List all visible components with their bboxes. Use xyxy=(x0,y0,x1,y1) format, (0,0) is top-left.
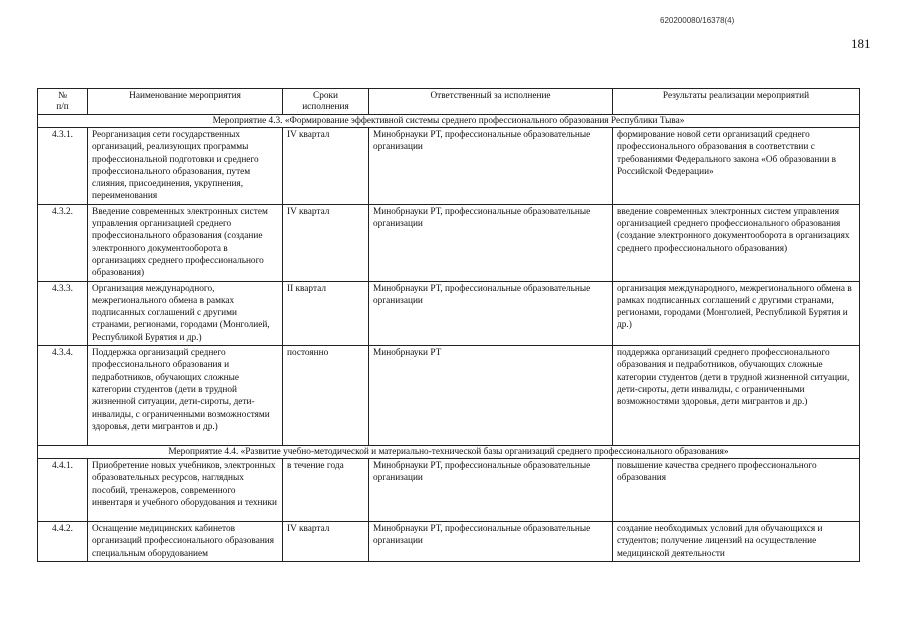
row-number: 4.4.1. xyxy=(38,459,88,522)
measure-name: Поддержка организаций среднего профессионального образования и педработников, обучающих сложные категории студентов (дети в трудной жизненной ситуации, дети-сироты, дети-инвалиды, с ограниченными возможностями здоровья, дети мигрантов и др.) xyxy=(88,346,283,446)
measure-name: Введение современных электронных систем управления организацией среднего профессионального образования (создание электронного документооборота в организациях среднего профессионального образования) xyxy=(88,204,283,281)
column-header-number: № п/п xyxy=(38,89,88,115)
measure-name: Реорганизация сети государственных организаций, реализующих программы профессиональной подготовки и среднего профессионального образования, путем слияния, присоединения, укрупнения, переименования xyxy=(88,128,283,205)
table-row xyxy=(38,459,860,522)
measure-term: IV квартал xyxy=(283,204,369,281)
measure-name: Организация международного, межрегионального обмена в рамках подписанных соглашений с другими странами, регионами, городами (Монголией, Республикой Бурятия и др.) xyxy=(88,281,283,345)
row-number: 4.3.2. xyxy=(38,204,88,281)
page-number: 181 xyxy=(851,36,871,51)
table-row xyxy=(38,204,860,281)
column-header-result: Результаты реализации мероприятий xyxy=(613,89,860,115)
column-header-responsible: Ответственный за исполнение xyxy=(369,89,613,115)
table-row xyxy=(38,128,860,205)
measure-term: постоянно xyxy=(283,346,369,446)
section-title: Мероприятие 4.4. «Развитие учебно-методической и материально-технической базы организаций среднего профессионального образования» xyxy=(38,446,860,459)
row-number: 4.3.1. xyxy=(38,128,88,205)
measure-result: организация международного, межрегионального обмена в рамках подписанных соглашений с другими странами, регионами, городами (Монголией, Республикой Бурятия и др.) xyxy=(613,281,860,345)
measure-name: Приобретение новых учебников, электронных образовательных ресурсов, наглядных пособий, тренажеров, современного инвентаря и учебного оборудования и техники xyxy=(88,459,283,522)
table-header xyxy=(38,89,860,115)
document-id: 620200080/16378(4) xyxy=(660,16,735,25)
measure-responsible: Минобрнауки РТ, профессиональные образовательные организации xyxy=(369,281,613,345)
column-header-name: Наименование мероприятия xyxy=(88,89,283,115)
measure-responsible: Минобрнауки РТ, профессиональные образовательные организации xyxy=(369,128,613,205)
row-number: 4.3.3. xyxy=(38,281,88,345)
row-number: 4.4.2. xyxy=(38,522,88,562)
measure-result: формирование новой сети организаций среднего профессионального образования в соответствии с требованиями Федерального закона «Об образовании в Российской Федерации» xyxy=(613,128,860,205)
measure-result: поддержка организаций среднего профессионального образования и педработников, обучающих сложные категории студентов (дети в трудной жизненной ситуации, дети-сироты, дети инвалиды, с ограниченными возможностями здоровья, дети мигрантов и др.) xyxy=(613,346,860,446)
measure-result: введение современных электронных систем управления организацией среднего профессионального образования (создание электронного документооборота в организациях среднего профессионального образования) xyxy=(613,204,860,281)
row-number: 4.3.4. xyxy=(38,346,88,446)
table-row xyxy=(38,281,860,345)
measure-result: повышение качества среднего профессионального образования xyxy=(613,459,860,522)
measure-term: в течение года xyxy=(283,459,369,522)
measures-table xyxy=(37,88,860,562)
section-row xyxy=(38,446,860,459)
measure-responsible: Минобрнауки РТ, профессиональные образовательные организации xyxy=(369,204,613,281)
measure-name: Оснащение медицинских кабинетов организаций профессионального образования специальным оборудованием xyxy=(88,522,283,562)
measure-result: создание необходимых условий для обучающихся и студентов; получение лицензий на осуществление медицинской деятельности xyxy=(613,522,860,562)
column-header-term: Сроки исполнения xyxy=(283,89,369,115)
measure-responsible: Минобрнауки РТ, профессиональные образовательные организации xyxy=(369,459,613,522)
measure-term: IV квартал xyxy=(283,522,369,562)
section-row xyxy=(38,115,860,128)
measure-term: IV квартал xyxy=(283,128,369,205)
measure-responsible: Минобрнауки РТ, профессиональные образовательные организации xyxy=(369,522,613,562)
table-row xyxy=(38,522,860,562)
measure-term: II квартал xyxy=(283,281,369,345)
table-row xyxy=(38,346,860,446)
section-title: Мероприятие 4.3. «Формирование эффективной системы среднего профессионального образования Республики Тыва» xyxy=(38,115,860,128)
measure-responsible: Минобрнауки РТ xyxy=(369,346,613,446)
